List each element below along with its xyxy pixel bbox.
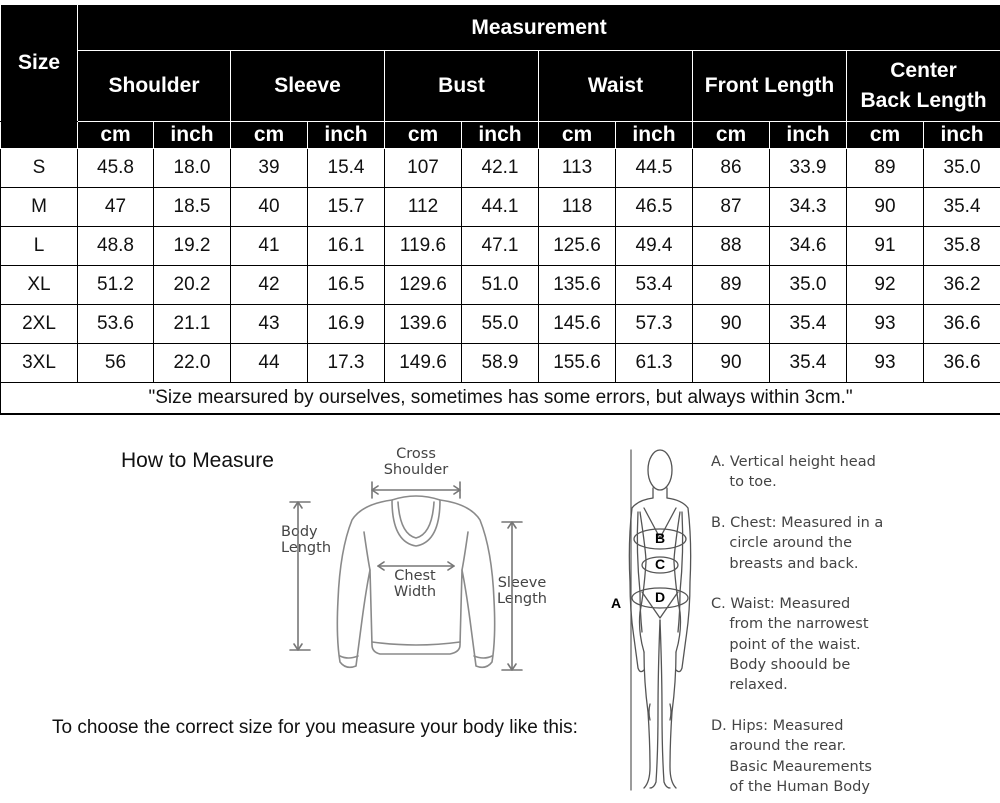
value-cell: 89: [847, 149, 924, 188]
body-letter-b: B: [655, 530, 666, 546]
unit-header-inch: inch: [462, 122, 539, 149]
value-cell: 92: [847, 266, 924, 305]
value-cell: 90: [693, 305, 770, 344]
value-cell: 91: [847, 227, 924, 266]
size-chart-table: [0, 4, 1000, 415]
how-to-measure-title: How to Measure: [121, 449, 274, 472]
value-cell: 44: [231, 344, 308, 383]
value-cell: 35.8: [924, 227, 1000, 266]
value-cell: 21.1: [154, 305, 231, 344]
measurement-note: "Size mearsured by ourselves, sometimes has some errors, but always within 3cm.": [1, 383, 1000, 414]
legend-hips: D. Hips: Measured around the rear. Basic Meaurements of the Human Body: [711, 718, 872, 795]
legend-waist: C. Waist: Measured from the narrowest point of the waist. Body shoould be relaxed.: [711, 596, 869, 694]
value-cell: 18.5: [154, 188, 231, 227]
value-cell: 90: [693, 344, 770, 383]
value-cell: 33.9: [770, 149, 847, 188]
unit-header-inch: inch: [924, 122, 1000, 149]
value-cell: 20.2: [154, 266, 231, 305]
group-header-bust: Bust: [385, 51, 539, 122]
value-cell: 45.8: [78, 149, 154, 188]
size-cell: S: [1, 149, 78, 188]
value-cell: 18.0: [154, 149, 231, 188]
table-row: [1, 344, 1000, 383]
legend-height: A. Vertical height head to toe.: [711, 454, 876, 491]
legend-chest: B. Chest: Measured in a circle around the breasts and back.: [711, 515, 884, 572]
value-cell: 15.7: [308, 188, 385, 227]
value-cell: 49.4: [616, 227, 693, 266]
value-cell: 61.3: [616, 344, 693, 383]
lbl-chest-line: Width: [393, 584, 437, 600]
unit-header-cm: cm: [231, 122, 308, 149]
value-cell: 57.3: [616, 305, 693, 344]
table-row: [1, 188, 1000, 227]
size-cell: XL: [1, 266, 78, 305]
value-cell: 135.6: [539, 266, 616, 305]
value-cell: 42: [231, 266, 308, 305]
value-cell: 87: [693, 188, 770, 227]
value-cell: 35.4: [770, 305, 847, 344]
value-cell: 47.1: [462, 227, 539, 266]
value-cell: 129.6: [385, 266, 462, 305]
table-row: [1, 305, 1000, 344]
lbl-cross-line: Shoulder: [383, 462, 449, 478]
value-cell: 86: [693, 149, 770, 188]
value-cell: 53.6: [78, 305, 154, 344]
size-cell: 3XL: [1, 344, 78, 383]
value-cell: 40: [231, 188, 308, 227]
value-cell: 36.6: [924, 305, 1000, 344]
value-cell: 56: [78, 344, 154, 383]
value-cell: 113: [539, 149, 616, 188]
size-cell: M: [1, 188, 78, 227]
value-cell: 44.1: [462, 188, 539, 227]
unit-header-inch: inch: [308, 122, 385, 149]
size-cell: L: [1, 227, 78, 266]
value-cell: 36.2: [924, 266, 1000, 305]
value-cell: 51.0: [462, 266, 539, 305]
table-row: [1, 227, 1000, 266]
center-back-line2: Back Length: [860, 89, 987, 112]
unit-header-cm: cm: [385, 122, 462, 149]
table-body: [1, 149, 1000, 414]
value-cell: 48.8: [78, 227, 154, 266]
unit-header-cm: cm: [693, 122, 770, 149]
body-letter-a: A: [611, 595, 622, 611]
unit-header-inch: inch: [616, 122, 693, 149]
lbl-cross-line: Cross: [396, 446, 436, 462]
value-cell: 112: [385, 188, 462, 227]
group-header-waist: Waist: [539, 51, 693, 122]
unit-header-cm: cm: [78, 122, 154, 149]
note-row: [1, 383, 1000, 414]
lbl-sleeve-line: Length: [496, 591, 547, 607]
units-row: [1, 122, 1000, 149]
lbl-body-line: Body: [281, 524, 318, 540]
value-cell: 44.5: [616, 149, 693, 188]
value-cell: 118: [539, 188, 616, 227]
value-cell: 55.0: [462, 305, 539, 344]
value-cell: 16.1: [308, 227, 385, 266]
value-cell: 93: [847, 305, 924, 344]
value-cell: 42.1: [462, 149, 539, 188]
value-cell: 22.0: [154, 344, 231, 383]
group-header-sleeve: Sleeve: [231, 51, 385, 122]
lbl-chest-line: Chest: [394, 568, 436, 584]
table-row: [1, 266, 1000, 305]
unit-header-cm: cm: [539, 122, 616, 149]
unit-header-cm: cm: [847, 122, 924, 149]
value-cell: 149.6: [385, 344, 462, 383]
lbl-sleeve-line: Sleeve: [497, 575, 547, 591]
size-cell: 2XL: [1, 305, 78, 344]
group-header-front-length: Front Length: [693, 51, 847, 122]
value-cell: 43: [231, 305, 308, 344]
human-body-diagram: [600, 442, 708, 797]
size-header: Size: [1, 5, 78, 122]
units-blank: [1, 122, 78, 149]
value-cell: 46.5: [616, 188, 693, 227]
value-cell: 35.0: [924, 149, 1000, 188]
body-letter-d: D: [655, 589, 666, 605]
body-letter-c: C: [655, 556, 666, 572]
sweater-diagram: [280, 470, 540, 680]
value-cell: 34.3: [770, 188, 847, 227]
table-title: Measurement: [78, 5, 1000, 51]
unit-header-inch: inch: [770, 122, 847, 149]
unit-header-inch: inch: [154, 122, 231, 149]
value-cell: 17.3: [308, 344, 385, 383]
value-cell: 41: [231, 227, 308, 266]
value-cell: 88: [693, 227, 770, 266]
lbl-body-line: Length: [281, 540, 332, 556]
value-cell: 16.9: [308, 305, 385, 344]
value-cell: 36.6: [924, 344, 1000, 383]
value-cell: 89: [693, 266, 770, 305]
value-cell: 107: [385, 149, 462, 188]
value-cell: 35.4: [770, 344, 847, 383]
table-row: [1, 149, 1000, 188]
value-cell: 35.0: [770, 266, 847, 305]
value-cell: 19.2: [154, 227, 231, 266]
value-cell: 58.9: [462, 344, 539, 383]
value-cell: 51.2: [78, 266, 154, 305]
value-cell: 155.6: [539, 344, 616, 383]
value-cell: 145.6: [539, 305, 616, 344]
value-cell: 139.6: [385, 305, 462, 344]
center-back-line1: Center: [890, 59, 957, 82]
choose-size-instruction: To choose the correct size for you measure your body like this:: [52, 717, 578, 738]
value-cell: 16.5: [308, 266, 385, 305]
group-header-center-back-length: [847, 51, 1000, 122]
group-header-shoulder: Shoulder: [78, 51, 231, 122]
value-cell: 119.6: [385, 227, 462, 266]
value-cell: 34.6: [770, 227, 847, 266]
value-cell: 35.4: [924, 188, 1000, 227]
value-cell: 125.6: [539, 227, 616, 266]
value-cell: 39: [231, 149, 308, 188]
value-cell: 90: [847, 188, 924, 227]
value-cell: 53.4: [616, 266, 693, 305]
value-cell: 47: [78, 188, 154, 227]
value-cell: 15.4: [308, 149, 385, 188]
value-cell: 93: [847, 344, 924, 383]
